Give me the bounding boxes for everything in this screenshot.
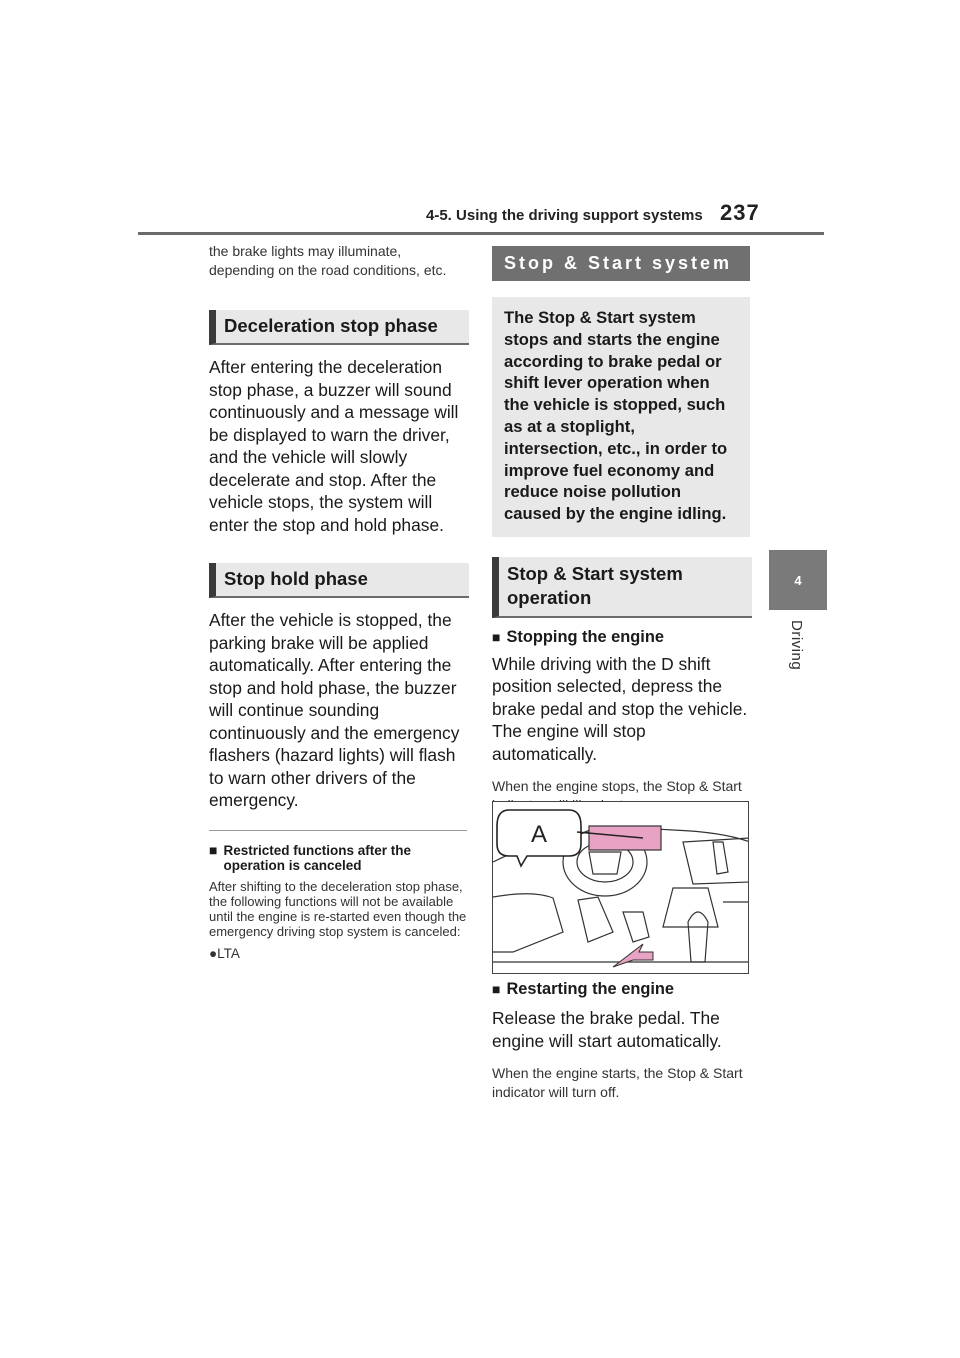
restarting-engine-heading <box>492 980 750 999</box>
section-header-title: 4-5. Using the driving support systems <box>426 207 703 224</box>
right-column-lower <box>492 980 750 1102</box>
deceleration-stop-phase-heading: Deceleration stop phase <box>209 310 469 345</box>
bullet-item-text: LTA <box>217 945 240 961</box>
dashboard-illustration <box>492 801 749 974</box>
deceleration-stop-phase-body: After entering the deceleration stop phase, a buzzer will sound continuously and a message will be displayed to warn the driver, and the vehicle will slowly decelerate and stop. After the vehicle stops, the system will enter the stop and hold phase. <box>209 357 459 535</box>
restricted-functions-body: After shifting to the deceleration stop phase, the following functions will not be available until the engine is re-started even though the emergency driving stop system is canceled: <box>209 878 467 939</box>
chapter-label: Driving <box>788 620 805 671</box>
stop-start-system-title: Stop & Start system <box>492 246 750 281</box>
page-number: 237 <box>720 200 760 225</box>
intro-text: the brake lights may illuminate, depending on the road conditions, etc. <box>209 243 447 278</box>
header-divider <box>138 232 824 235</box>
cockpit-drawing <box>493 802 749 974</box>
restarting-engine-heading-text: Restarting the engine <box>506 980 675 998</box>
stop-hold-phase-body: After the vehicle is stopped, the parking brake will be applied automatically. After entering the stop and hold phase, the buzzer will continue sounding continuously and the emergency flashers (hazard lights) will flash to warn other drivers of the emergency. <box>209 610 460 810</box>
restarting-engine-note: When the engine starts, the Stop & Start indicator will turn off. <box>492 1065 743 1100</box>
stop-start-summary-box: The Stop & Start system stops and starts the engine according to brake pedal or shift lever operation when the vehicle is stopped, such as at a stoplight, intersection, etc., in order to improve fuel economy and reduce noise pollution caused by the engine idling. <box>492 297 750 537</box>
bullet-list-item <box>209 946 467 961</box>
stop-hold-phase-heading: Stop hold phase <box>209 563 469 598</box>
stop-start-operation-heading: Stop & Start system operation <box>492 557 752 618</box>
right-column <box>492 240 750 815</box>
restricted-functions-heading <box>209 843 467 873</box>
note-divider <box>209 830 467 831</box>
chapter-tab: 4 <box>769 550 827 610</box>
restarting-engine-body: Release the brake pedal. The engine will start automatically. <box>492 1008 722 1051</box>
callout-label-a: A <box>530 821 548 848</box>
square-bullet-icon: ■ <box>209 841 218 858</box>
stopping-engine-body: While driving with the D shift position selected, depress the brake pedal and stop the vehicle. The engine will stop automatically. <box>492 653 748 764</box>
brake-pedal-arrow-icon <box>613 944 653 967</box>
circle-bullet-icon: ● <box>209 945 218 961</box>
square-bullet-icon: ■ <box>492 981 501 997</box>
square-bullet-icon: ■ <box>492 628 501 645</box>
left-column <box>209 240 467 961</box>
stopping-engine-heading-text: Stopping the engine <box>506 627 664 646</box>
stopping-engine-heading <box>492 628 750 647</box>
restricted-functions-heading-text: Restricted functions after the operation is canceled <box>223 842 411 873</box>
multi-info-display <box>589 826 661 850</box>
stopping-engine-note: When the engine stops, the Stop & Start <box>492 778 742 795</box>
